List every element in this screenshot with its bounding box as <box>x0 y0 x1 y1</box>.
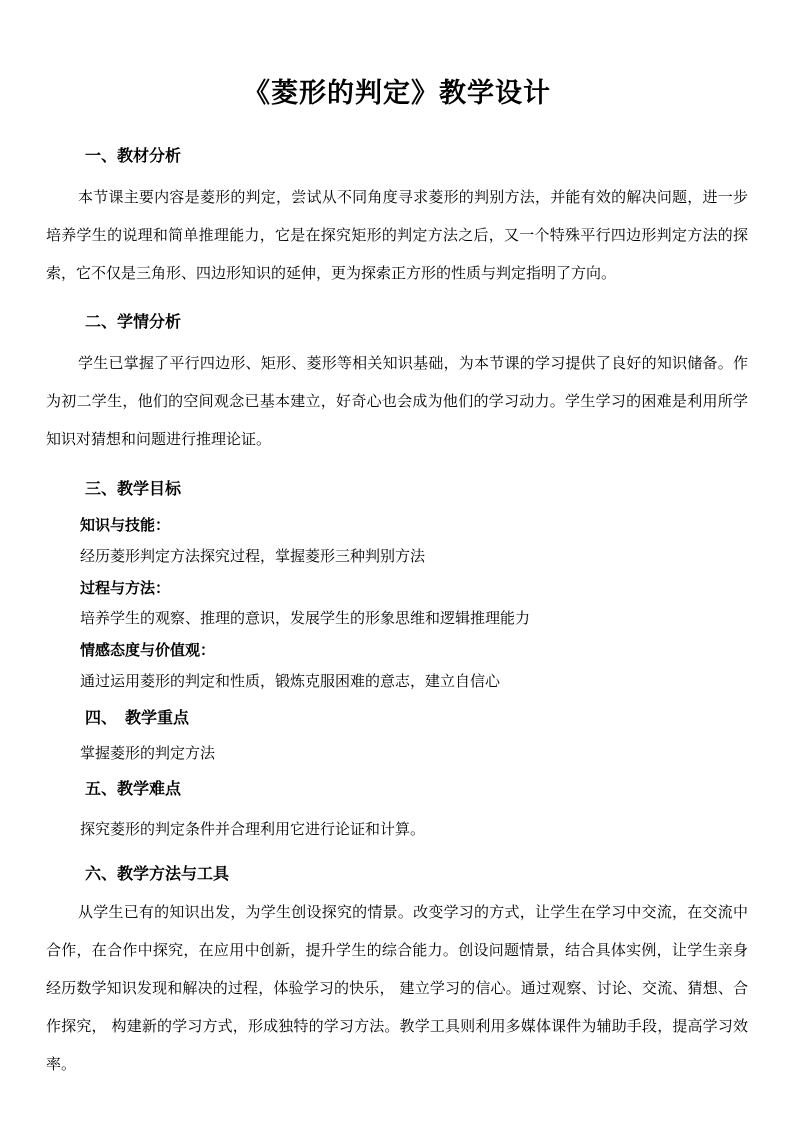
section-heading-key-points: 四、 教学重点 <box>85 708 190 727</box>
section-body-textbook-analysis: 本节课主要内容是菱形的判定，尝试从不同角度寻求菱形的判别方法，并能有效的解决问题，进一步培养学生的说理和简单推理能力，它是在探究矩形的判定方法之后，又一个特殊平行四边形判定方法的探索，它不仅是三角形、四边形知识的延伸，更为探索正方形的性质与判定指明了方向。 <box>46 188 748 282</box>
section-body-methods-tools: 从学生已有的知识出发，为学生创设探究的情景。改变学习的方式，让学生在学习中交流，在交流中合作，在合作中探究，在应用中创新，提升学生的综合能力。创设问题情景，结合具体实例，让学生亲身经历数学知识发现和解决的过程，体验学习的快乐， 建立学习的信心。通过观察、讨论、交流、猜想、合作探究， 构建新的学习方式，形成独特的学习方法。教学工具则利用多媒体课件为辅助手段，提高学习效率。 <box>46 903 748 1073</box>
goal-label-process: 过程与方法： <box>80 579 171 597</box>
section-heading-teaching-goals: 三、教学目标 <box>85 479 182 498</box>
goal-text-attitude: 通过运用菱形的判定和性质，锻炼克服困难的意志，建立自信心 <box>80 672 501 690</box>
section-heading-methods-tools: 六、教学方法与工具 <box>85 864 230 883</box>
goal-text-knowledge: 经历菱形判定方法探究过程，掌握菱形三种判别方法 <box>80 547 426 565</box>
goal-text-process: 培养学生的观察、推理的意识，发展学生的形象思维和逻辑推理能力 <box>80 609 531 627</box>
goal-label-attitude: 情感态度与价值观： <box>80 641 216 659</box>
section-heading-student-analysis: 二、学情分析 <box>85 312 182 331</box>
section-text-key-points: 掌握菱形的判定方法 <box>80 744 216 762</box>
document-title: 《菱形的判定》教学设计 <box>243 78 551 109</box>
section-text-difficulties: 探究菱形的判定条件并合理利用它进行论证和计算。 <box>80 820 426 838</box>
section-body-student-analysis: 学生已掌握了平行四边形、矩形、菱形等相关知识基础，为本节课的学习提供了良好的知识储备。作为初二学生，他们的空间观念已基本建立，好奇心也会成为他们的学习动力。学生学习的困难是利用所学知识对猜想和问题进行推理论证。 <box>46 354 748 448</box>
goal-label-knowledge: 知识与技能： <box>80 516 171 534</box>
section-heading-textbook-analysis: 一、教材分析 <box>85 146 182 165</box>
section-heading-difficulties: 五、教学难点 <box>85 779 182 798</box>
